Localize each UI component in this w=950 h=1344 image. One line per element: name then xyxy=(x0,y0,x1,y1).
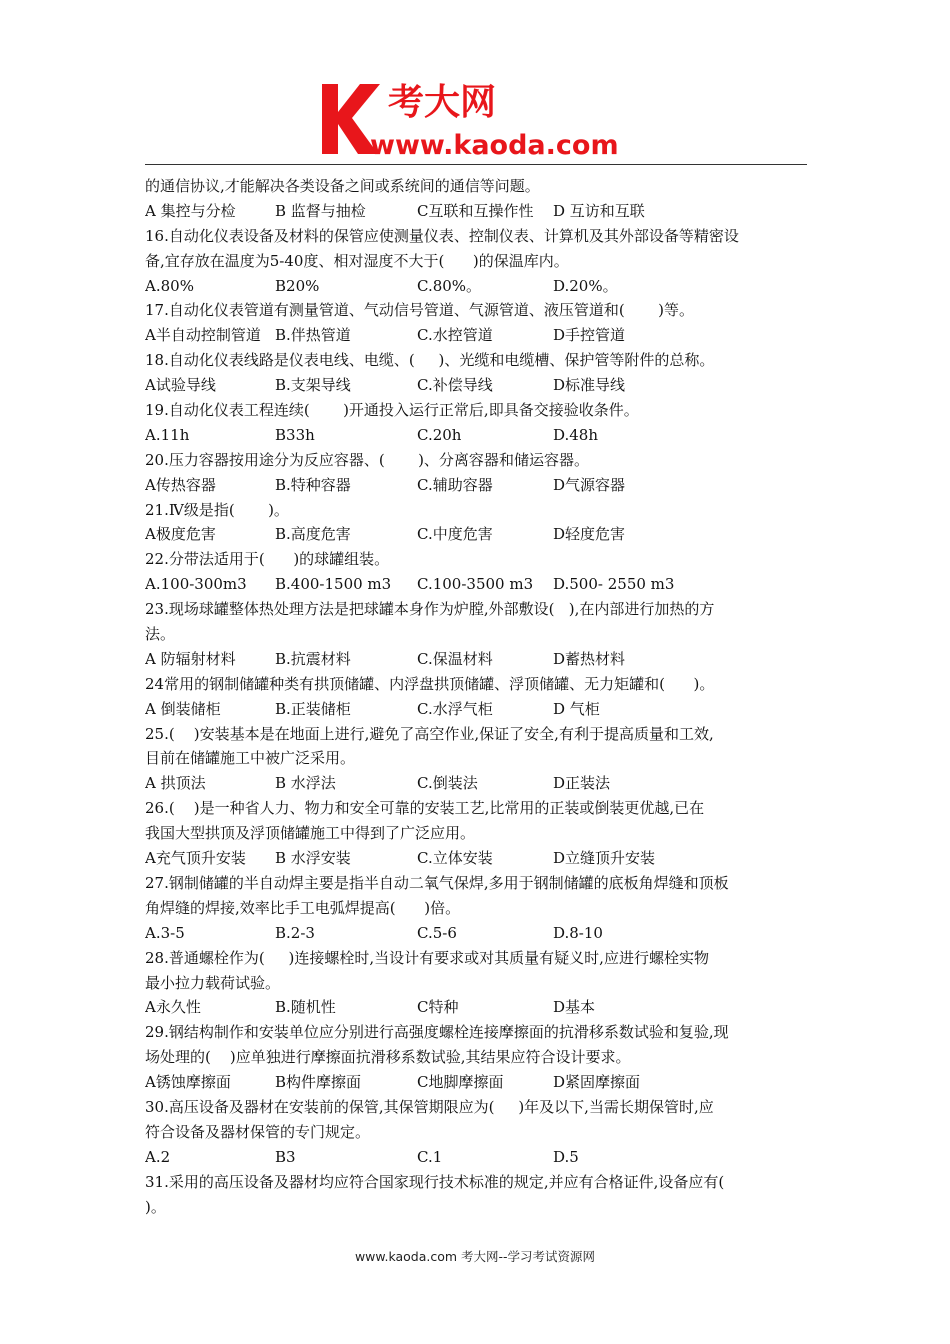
option-A: A.3-5 xyxy=(145,923,185,942)
question-text-line: 我国大型拱顶及浮顶储罐施工中得到了广泛应用。 xyxy=(145,824,476,843)
header-rule xyxy=(145,164,807,165)
option-A: A.80% xyxy=(145,276,194,295)
option-D: D立缝顶升安装 xyxy=(553,849,656,868)
svg-text:www.kaoda.com: www.kaoda.com xyxy=(370,130,619,160)
question-text-line: 25.( )安装基本是在地面上进行,避免了高空作业,保证了安全,有利于提高质量和工效, xyxy=(145,724,714,743)
question-text-line: )。 xyxy=(145,1197,166,1216)
option-B: B.400-1500 m3 xyxy=(275,575,392,594)
question-text-line: 21.Ⅳ级是指( )。 xyxy=(145,500,289,519)
option-B: B 水浮安装 xyxy=(275,849,351,868)
option-A: A 集控与分检 xyxy=(145,201,236,220)
option-B: B构件摩擦面 xyxy=(275,1073,362,1092)
question-text-line: 角焊缝的焊接,效率比手工电弧焊提高( )倍。 xyxy=(145,898,461,917)
answer-options-row xyxy=(145,473,810,498)
question-text-line: 24常用的钢制储罐种类有拱顶储罐、内浮盘拱顶储罐、浮顶储罐、无力矩罐和( )。 xyxy=(145,674,715,693)
question-text-line: 17.自动化仪表管道有测量管道、气动信号管道、气源管道、液压管道和( )等。 xyxy=(145,301,694,320)
kaoda-logo-icon xyxy=(318,78,648,160)
option-D: D正装法 xyxy=(553,774,611,793)
option-C: C地脚摩擦面 xyxy=(417,1073,504,1092)
option-D: D气源容器 xyxy=(553,475,626,494)
option-C: C.辅助容器 xyxy=(417,475,493,494)
option-D: D标准导线 xyxy=(553,376,626,395)
option-B: B 监督与抽检 xyxy=(275,201,366,220)
option-A: A.2 xyxy=(145,1147,171,1166)
option-B: B3 xyxy=(275,1147,296,1166)
option-C: C.水控管道 xyxy=(417,326,493,345)
question-text-line: 目前在储罐施工中被广泛采用。 xyxy=(145,749,356,768)
question-text-line: 符合设备及器材保管的专门规定。 xyxy=(145,1122,371,1141)
option-D: D.48h xyxy=(553,425,599,444)
option-C: C.80%。 xyxy=(417,276,482,295)
option-A: A充气顶升安装 xyxy=(145,849,246,868)
option-D: D紧固摩擦面 xyxy=(553,1073,641,1092)
answer-options-row xyxy=(145,1070,810,1095)
option-A: A传热容器 xyxy=(145,475,216,494)
answer-options-row xyxy=(145,522,810,547)
question-text-line: 20.压力容器按用途分为反应容器、( )、分离容器和储运容器。 xyxy=(145,450,589,469)
question-text-line: 30.高压设备及器材在安装前的保管,其保管期限应为( )年及以下,当需长期保管时,应 xyxy=(145,1097,714,1116)
option-D: D 气柜 xyxy=(553,699,600,718)
option-D: D.8-10 xyxy=(553,923,603,942)
option-A: A极度危害 xyxy=(145,525,216,544)
option-B: B33h xyxy=(275,425,315,444)
option-C: C.保温材料 xyxy=(417,649,493,668)
question-text-line: 31.采用的高压设备及器材均应符合国家现行技术标准的规定,并应有合格证件,设备应有( xyxy=(145,1172,725,1191)
svg-text:考大网: 考大网 xyxy=(388,82,497,123)
option-D: D.5 xyxy=(553,1147,579,1166)
kaoda-logo xyxy=(318,78,648,160)
option-B: B.特种容器 xyxy=(275,475,351,494)
option-A: A锈蚀摩擦面 xyxy=(145,1073,231,1092)
question-text-line: 27.钢制储罐的半自动焊主要是指半自动二氧气保焊,多用于钢制储罐的底板角焊缝和顶板 xyxy=(145,873,729,892)
question-text-line: 的通信协议,才能解决各类设备之间或系统间的通信等问题。 xyxy=(145,177,540,195)
answer-options-row xyxy=(145,423,810,448)
answer-options-row xyxy=(145,199,810,224)
option-D: D.20%。 xyxy=(553,276,618,295)
answer-options-row xyxy=(145,771,810,796)
question-text-line: 26.( )是一种省人力、物力和安全可靠的安装工艺,比常用的正装或倒装更优越,已在 xyxy=(145,799,705,818)
option-B: B 水浮法 xyxy=(275,774,336,793)
option-C: C.立体安装 xyxy=(417,849,493,868)
option-A: A 倒装储柜 xyxy=(145,699,221,718)
answer-options-row xyxy=(145,995,810,1020)
question-text-line: 最小拉力载荷试验。 xyxy=(145,973,281,992)
question-text-line: 29.钢结构制作和安装单位应分别进行高强度螺栓连接摩擦面的抗滑移系数试验和复验,现 xyxy=(145,1023,729,1042)
option-B: B.高度危害 xyxy=(275,525,351,544)
option-A: A 拱顶法 xyxy=(145,774,206,793)
option-A: A半自动控制管道 xyxy=(145,326,261,345)
question-text-line: 备,宜存放在温度为5-40度、相对湿度不大于( )的保温库内。 xyxy=(145,251,569,270)
question-text-line: 28.普通螺栓作为( )连接螺栓时,当设计有要求或对其质量有疑义时,应进行螺栓实物 xyxy=(145,948,709,967)
question-text-line: 场处理的( )应单独进行摩擦面抗滑移系数试验,其结果应符合设计要求。 xyxy=(145,1048,631,1067)
answer-options-row xyxy=(145,274,810,299)
option-A: A永久性 xyxy=(145,998,201,1017)
option-D: D.500- 2550 m3 xyxy=(553,575,675,594)
option-A: A.11h xyxy=(145,425,190,444)
question-text-line: 19.自动化仪表工程连续( )开通投入运行正常后,即具备交接验收条件。 xyxy=(145,401,639,420)
option-C: C互联和互操作性 xyxy=(417,201,534,220)
option-C: C.中度危害 xyxy=(417,525,493,544)
question-text-line: 23.现场球罐整体热处理方法是把球罐本身作为炉膛,外部敷设( ),在内部进行加热的方 xyxy=(145,600,715,619)
question-text-line: 16.自动化仪表设备及材料的保管应使测量仪表、控制仪表、计算机及其外部设备等精密设 xyxy=(145,226,739,245)
option-C: C.1 xyxy=(417,1147,443,1166)
answer-options-row xyxy=(145,572,810,597)
question-text-line: 22.分带法适用于( )的球罐组装。 xyxy=(145,550,390,569)
option-B: B.支架导线 xyxy=(275,376,351,395)
option-B: B.伴热管道 xyxy=(275,326,351,345)
option-B: B.抗震材料 xyxy=(275,649,351,668)
exam-questions xyxy=(145,174,810,1219)
answer-options-row xyxy=(145,846,810,871)
answer-options-row xyxy=(145,373,810,398)
option-C: C.20h xyxy=(417,425,462,444)
question-text-line: 18.自动化仪表线路是仪表电线、电缆、( )、光缆和电缆槽、保护管等附件的总称。 xyxy=(145,351,715,370)
option-C: C特种 xyxy=(417,998,459,1017)
option-B: B20% xyxy=(275,276,320,295)
option-C: C.补偿导线 xyxy=(417,376,493,395)
option-C: C.5-6 xyxy=(417,923,457,942)
page-footer: www.kaoda.com 考大网--学习考试资源网 xyxy=(354,1249,596,1264)
option-D: D 互访和互联 xyxy=(553,201,645,220)
answer-options-row xyxy=(145,697,810,722)
option-C: C.倒装法 xyxy=(417,774,478,793)
option-D: D手控管道 xyxy=(553,326,626,345)
question-text-line: 法。 xyxy=(145,625,176,644)
option-C: C.水浮气柜 xyxy=(417,699,493,718)
answer-options-row xyxy=(145,323,810,348)
option-A: A.100-300m3 xyxy=(145,575,247,594)
option-B: B.2-3 xyxy=(275,923,315,942)
answer-options-row xyxy=(145,647,810,672)
option-D: D蓄热材料 xyxy=(553,649,626,668)
answer-options-row xyxy=(145,1145,810,1170)
answer-options-row xyxy=(145,921,810,946)
option-B: B.随机性 xyxy=(275,998,336,1017)
option-D: D轻度危害 xyxy=(553,525,626,544)
option-D: D基本 xyxy=(553,998,596,1017)
option-A: A试验导线 xyxy=(145,376,216,395)
option-B: B.正装储柜 xyxy=(275,699,351,718)
option-A: A 防辐射材料 xyxy=(145,649,236,668)
option-C: C.100-3500 m3 xyxy=(417,575,534,594)
